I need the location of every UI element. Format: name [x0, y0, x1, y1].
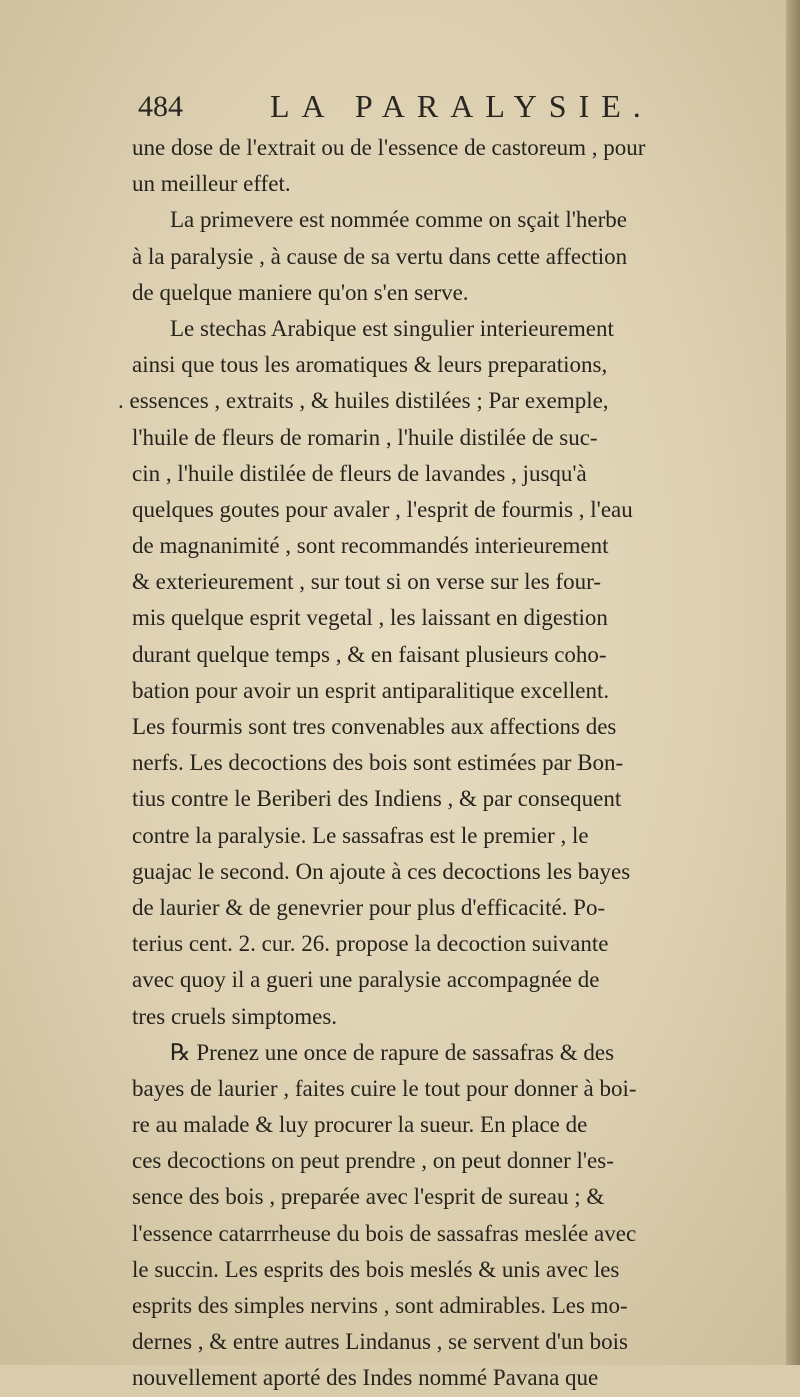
- text-line: tres cruels simptomes.: [132, 1003, 338, 1029]
- text-line: bation pour avoir un esprit antiparalitique excellent.: [132, 677, 610, 703]
- text-line: l'essence catarrrheuse du bois de sassafras meslée avec: [132, 1220, 637, 1246]
- text-line: de magnanimité , sont recommandés interieurement: [132, 533, 609, 559]
- text-line: guajac le second. On ajoute à ces decoctions les bayes: [132, 858, 631, 884]
- text-line: le succin. Les esprits des bois meslés & unis avec les: [132, 1256, 620, 1282]
- running-title: LA PARALYSIE.: [270, 88, 653, 124]
- text-line: un meilleur effet.: [132, 171, 291, 197]
- text-line: durant quelque temps , & en faisant plusieurs coho-: [132, 641, 607, 667]
- text-line: quelques goutes pour avaler , l'esprit de fourmis , l'eau: [132, 496, 633, 522]
- text-line: Les fourmis sont tres convenables aux affections des: [132, 714, 617, 739]
- text-line: de laurier & de genevrier pour plus d'efficacité. Po-: [132, 894, 606, 920]
- text-line: de quelque maniere qu'on s'en serve.: [132, 279, 469, 305]
- text-line: & exterieurement , sur tout si on verse sur les four-: [132, 569, 601, 595]
- text-line: nouvellement aporté des Indes nommé Pavana que: [132, 1365, 599, 1391]
- text-line: re au malade & luy procurer la sueur. En place de: [132, 1112, 588, 1138]
- text-line: une dose de l'extrait ou de l'essence de castoreum , pour: [132, 135, 646, 160]
- page-number: 484: [138, 90, 183, 123]
- text-line: . essences , extraits , & huiles distilées ; Par exemple,: [118, 388, 609, 414]
- text-line: ℞ Prenez une once de rapure de sassafras & des: [170, 1039, 615, 1065]
- text-line: ces decoctions on peut prendre , on peut donner l'es-: [132, 1148, 614, 1174]
- text-line: dernes , & entre autres Lindanus , se servent d'un bois: [132, 1329, 628, 1355]
- text-line: terius cent. 2. cur. 26. propose la decoction suivante: [132, 931, 609, 957]
- text-line: cin , l'huile distilée de fleurs de lavandes , jusqu'à: [132, 460, 587, 486]
- page-header: [138, 86, 788, 130]
- text-line: nerfs. Les decoctions des bois sont estimées par Bon-: [132, 750, 624, 776]
- text-line: avec quoy il a gueri une paralysie accompagnée de: [132, 967, 600, 993]
- text-line: esprits des simples nervins , sont admirables. Les mo-: [132, 1293, 628, 1318]
- text-line: tius contre le Beriberi des Indiens , & par consequent: [132, 786, 622, 812]
- text-line: contre la paralysie. Le sassafras est le premier , le: [132, 822, 589, 848]
- text-line: bayes de laurier , faites cuire le tout pour donner à boi-: [132, 1075, 637, 1101]
- text-line: sence des bois , preparée avec l'esprit de sureau ; &: [132, 1184, 605, 1210]
- text-line: La primevere est nommée comme on sçait l'herbe: [170, 207, 627, 233]
- text-line: mis quelque esprit vegetal , les laissant en digestion: [132, 605, 608, 631]
- text-line: l'huile de fleurs de romarin , l'huile distilée de suc-: [132, 424, 598, 450]
- body-text: [118, 130, 792, 1397]
- text-line: ainsi que tous les aromatiques & leurs preparations,: [132, 352, 608, 378]
- text-line: Le stechas Arabique est singulier interieurement: [170, 315, 614, 341]
- text-line: à la paralysie , à cause de sa vertu dans cette affection: [132, 243, 628, 269]
